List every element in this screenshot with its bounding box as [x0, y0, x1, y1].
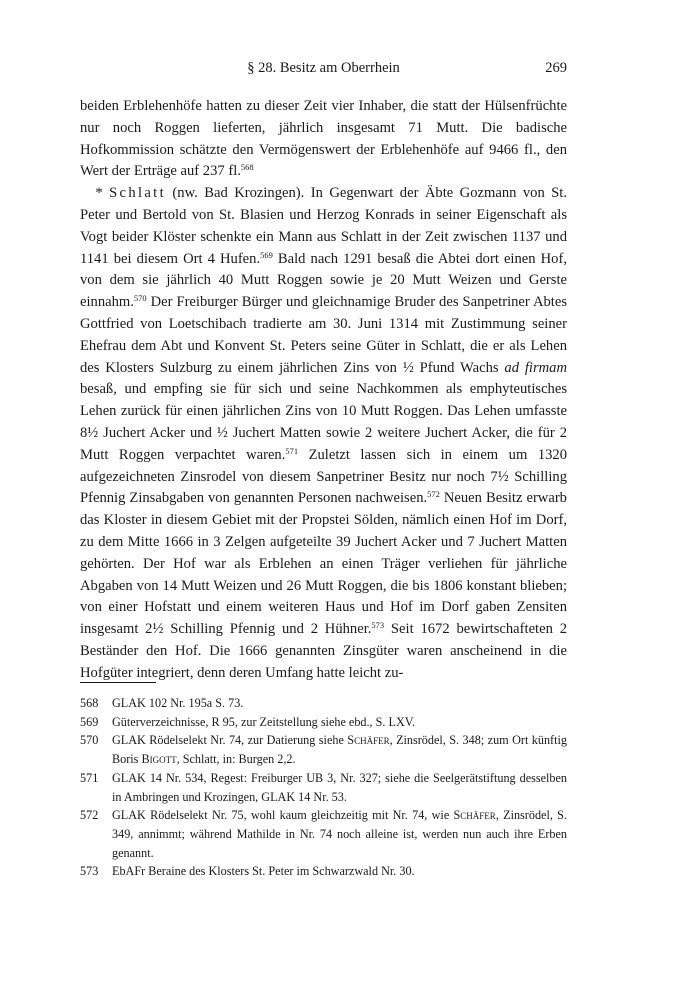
footnote-ref-568: 568	[240, 162, 254, 173]
footnote-number: 570	[80, 733, 99, 748]
footnote-text	[112, 731, 567, 768]
footnote-text-part: GLAK Rödelselekt Nr. 74, zur Datierung siehe	[112, 733, 348, 748]
main-text	[80, 96, 567, 685]
footnote-text-part: GLAK 14 Nr. 534, Regest: Freiburger UB 3, Nr. 327; siehe die Seelgerätstiftung desselben in Ambringen und Krozingen, GLAK 14 Nr. 53.	[112, 770, 567, 804]
footnote-text-part: , Schlatt, in: Burgen 2,2.	[176, 752, 296, 767]
paragraph-text: beiden Erblehenhöfe hatten zu dieser Zeit vier Inhaber, die statt der Hülsenfrüchte nur noch Roggen lieferten, jährlich insgesamt 71 Mutt. Die badische Hofkommission schätzte den Vermögenswert der Erblehenhöfe auf 9466 fl., den Wert der Erträge auf 237 fl.	[80, 98, 567, 180]
footnote-text-part: EbAFr Beraine des Klosters St. Peter im Schwarzwald Nr. 30.	[112, 864, 415, 879]
footnote-separator	[80, 682, 156, 683]
footnote-text-part: GLAK 102 Nr. 195a S. 73.	[112, 696, 244, 710]
footnote-571	[80, 769, 567, 806]
paragraph-text: Neuen Besitz erwarb das Kloster in diesem Gebiet mit der Propstei Sölden, nämlich einen Hof im Dorf, zu dem Mitte 1666 in 3 Zelgen aufgeteilte 39 Juchert Acker und 7 Juchert Matten gehörten. Der Hof war als Erblehen an einen Träger verliehen für jährliche Abgaben von 14 Mutt Weizen und 26 Mutt Roggen, die bis 1806 konstant blieben; von einer Hofstatt und einem weiteren Haus und Hof im Dorf gaben Zensiten insgesamt 2½ Schilling Pfennig und 2 Hühner.	[80, 490, 567, 638]
footnote-text-part: GLAK Rödelselekt Nr. 75, wohl kaum gleichzeitig mit Nr. 74, wie	[112, 808, 454, 823]
paragraph-text: Zuletzt lassen sich in einem um 1320 aufgezeichneten Zinsrodel von diesem Sanpetriner Besitz nur noch 7½ Schilling Pfennig Zinsabgaben von genannten Personen nachweisen.	[80, 446, 568, 507]
footnote-text-part: Güterverzeichnisse, R 95, zur Zeitstellung siehe ebd., S. LXV.	[112, 714, 416, 729]
footnotes	[80, 694, 567, 881]
footnote-text	[112, 769, 567, 806]
footnote-text	[112, 862, 567, 881]
footnote-ref-570: 570	[133, 292, 147, 303]
footnote-573	[80, 862, 567, 881]
footnote-ref-569: 569	[260, 249, 273, 260]
italic-term: ad firmam	[504, 359, 568, 376]
paragraph-text: Bald nach 1291 besaß die Abtei dort einen Hof, von dem sie jährlich 40 Mutt Roggen sowie je 20 Mutt Weizen und Gerste einnahm.	[80, 250, 567, 311]
footnote-number: 568	[80, 696, 99, 710]
paragraph-text: (nw. Bad Krozingen). In Gegenwart der Äbte Gozmann von St. Peter und Bertold von St. Blasien und Herzog Konrads in seiner Eigenschaft als Vogt beider Klöster schenkte ein Mann aus Schlatt in der Zeit zwischen 1137 und 1141 bei diesem Ort 4 Hufen.	[80, 185, 567, 267]
footnote-text	[112, 713, 567, 732]
author-name: Bigott	[141, 752, 177, 767]
paragraph-continued	[80, 96, 567, 183]
footnote-text	[112, 806, 567, 862]
footnote-text-part: , Zinsrödel, S. 349, annimmt; während Mathilde in Nr. 74 noch alleine ist, werden nun auch ihre Erben genannt.	[112, 808, 567, 860]
paragraph-text: besaß, und empfing sie für sich und seine Nachkommen als emphyteutisches Lehen zurück für einen jährlichen Zins von 10 Mutt Roggen. Das Lehen umfasste 8½ Juchert Acker und ½ Juchert Matten sowie 2 weitere Juchert Acker, die für 2 Mutt Roggen verpachtet waren.	[80, 381, 567, 463]
paragraph-text: Der Freiburger Bürger und gleichnamige Bruder des Sanpetriner Abtes Gottfried von Loetschibach tradierte am 30. Juni 1314 mit Zustimmung seiner Ehefrau dem Abt und Konvent St. Peters seine Güter in Schlatt, die er als Lehen des Klosters Sulzburg zu einem jährlichen Zins von ½ Pfund Wachs	[80, 294, 567, 376]
footnote-ref-573: 573	[371, 619, 385, 630]
asterisk-marker: *	[95, 185, 103, 202]
footnote-568	[80, 694, 567, 713]
footnote-572	[80, 806, 567, 862]
footnote-number: 569	[80, 714, 99, 729]
footnote-number: 571	[80, 770, 99, 785]
running-head	[80, 60, 567, 82]
footnote-569	[80, 713, 567, 732]
paragraph-schlatt	[80, 183, 567, 684]
footnote-number: 573	[80, 864, 99, 879]
footnote-text-part: , Zinsrödel, S. 348; zum Ort künftig Boris	[112, 733, 567, 767]
footnote-ref-572: 572	[427, 489, 440, 500]
running-title: § 28. Besitz am Oberrhein	[247, 60, 400, 76]
author-name: Schäfer	[453, 808, 496, 823]
footnote-text	[112, 694, 567, 713]
footnote-ref-571: 571	[285, 445, 299, 456]
page-number: 269	[545, 60, 567, 76]
paragraph-text: Seit 1672 bewirtschafteten 2 Beständer den Hof. Die 1666 genannten Zinsgüter waren anscheinend in die Hofgüter integriert, denn deren Umfang hatte leicht zu-	[80, 621, 567, 681]
author-name: Schäfer	[347, 733, 390, 748]
footnote-570	[80, 731, 567, 768]
footnote-number: 572	[80, 808, 99, 823]
place-name: Schlatt	[109, 185, 166, 202]
